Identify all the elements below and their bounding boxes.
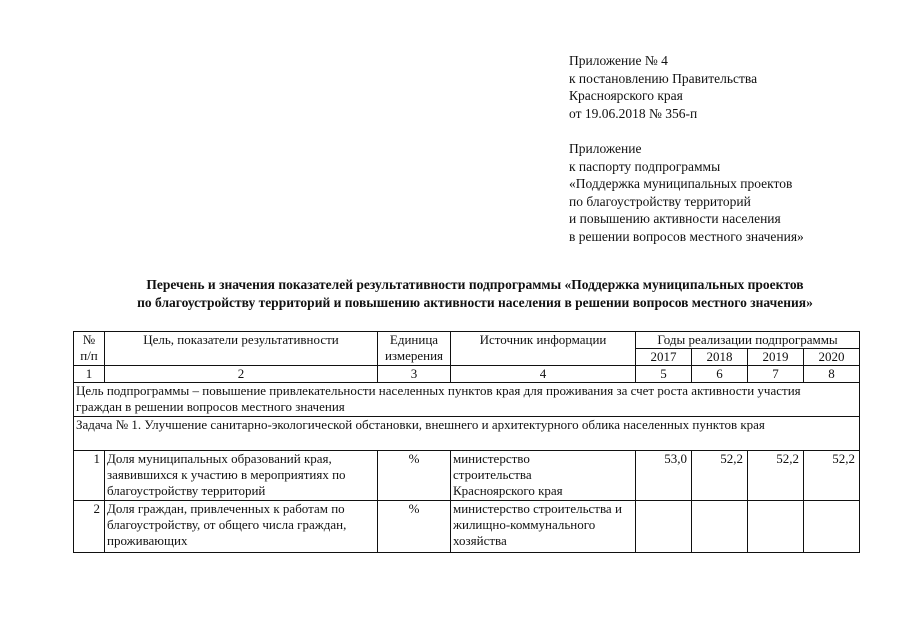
row-value: 52,2 bbox=[692, 451, 748, 501]
header-year: 2017 bbox=[636, 349, 692, 366]
row-num: 2 bbox=[74, 501, 105, 553]
annex-line: в решении вопросов местного значения» bbox=[569, 228, 804, 244]
col-number: 4 bbox=[451, 366, 636, 383]
row-num: 1 bbox=[74, 451, 105, 501]
header-source: Источник информации bbox=[451, 332, 636, 366]
row-value bbox=[748, 501, 804, 553]
task-text: Задача № 1. Улучшение санитарно-экологической обстановки, внешнего и архитектурного облика населенных пунктов края bbox=[76, 417, 765, 432]
header-year: 2018 bbox=[692, 349, 748, 366]
annex-line: Приложение № 4 bbox=[569, 53, 668, 68]
row-value: 52,2 bbox=[804, 451, 860, 501]
col-number: 1 bbox=[74, 366, 105, 383]
annex-line: к паспорту подпрограммы bbox=[569, 158, 721, 174]
annex-header bbox=[569, 52, 757, 122]
row-indicator: Доля граждан, привлеченных к работам по благоустройству, от общего числа граждан, проживающих bbox=[105, 501, 378, 553]
row-indicator: Доля муниципальных образований края, заявившихся к участию в мероприятиях по благоустройству территорий bbox=[105, 451, 378, 501]
annex-line: Красноярского края bbox=[569, 88, 683, 103]
goal-row bbox=[74, 383, 860, 417]
row-value bbox=[692, 501, 748, 553]
row-source-text: министерство строительства Красноярского края bbox=[453, 451, 563, 498]
row-source-text: министерство строительства и жилищно-коммунального хозяйства bbox=[453, 501, 622, 548]
row-value: 53,0 bbox=[636, 451, 692, 501]
col-number: 6 bbox=[692, 366, 748, 383]
header-unit: Единица измерения bbox=[378, 332, 451, 366]
header-year: 2019 bbox=[748, 349, 804, 366]
annex-line: по благоустройству территорий bbox=[569, 193, 751, 209]
col-number: 7 bbox=[748, 366, 804, 383]
col-number: 2 bbox=[105, 366, 378, 383]
row-value bbox=[636, 501, 692, 553]
row-source bbox=[451, 451, 636, 501]
row-value bbox=[804, 501, 860, 553]
annex-line: от 19.06.2018 № 356-п bbox=[569, 105, 698, 121]
row-unit: % bbox=[378, 451, 451, 501]
title-line: Перечень и значения показателей результативности подпрограммы «Поддержка муниципальных проектов bbox=[146, 277, 804, 292]
header-years-group: Годы реализации подпрограммы bbox=[636, 332, 860, 349]
annex-line: «Поддержка муниципальных проектов bbox=[569, 176, 793, 191]
header-year: 2020 bbox=[804, 349, 860, 366]
annex-passport bbox=[569, 140, 804, 245]
document-title bbox=[60, 276, 890, 312]
task-row bbox=[74, 417, 860, 451]
goal-text: Цель подпрограммы – повышение привлекательности населенных пунктов края для проживания за счет роста активности участия граждан в решении вопросов местного значения bbox=[76, 383, 801, 414]
col-number: 5 bbox=[636, 366, 692, 383]
annex-line: Приложение bbox=[569, 141, 642, 156]
row-value: 52,2 bbox=[748, 451, 804, 501]
row-unit: % bbox=[378, 501, 451, 553]
row-source bbox=[451, 501, 636, 553]
indicators-table bbox=[73, 331, 860, 553]
col-number: 3 bbox=[378, 366, 451, 383]
col-number: 8 bbox=[804, 366, 860, 383]
header-goal: Цель, показатели результативности bbox=[105, 332, 378, 366]
title-line: по благоустройству территорий и повышению активности населения в решении вопросов местного значения» bbox=[137, 295, 813, 310]
annex-line: и повышению активности населения bbox=[569, 211, 781, 226]
column-numbers-row bbox=[74, 366, 860, 383]
header-num: № п/п bbox=[74, 332, 105, 366]
annex-line: к постановлению Правительства bbox=[569, 70, 758, 86]
table-row bbox=[74, 451, 860, 501]
table-row bbox=[74, 501, 860, 553]
